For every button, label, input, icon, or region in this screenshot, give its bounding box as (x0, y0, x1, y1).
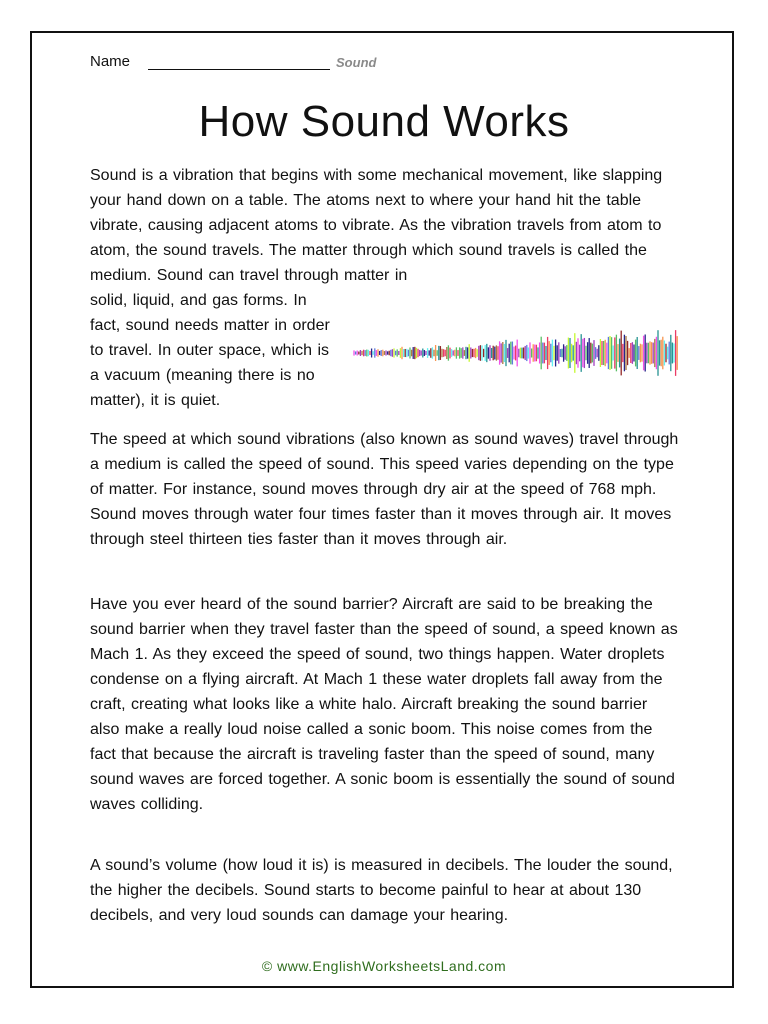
topic-label: Sound (336, 55, 377, 70)
footer-copyright: © www.EnglishWorksheetsLand.com (261, 958, 507, 974)
name-label: Name (90, 53, 131, 70)
paragraph-sound-barrier: Have you ever heard of the sound barrier? Aircraft are said to be breaking the sound barrier when they travel faster than the speed of sound, a speed known as Mach 1. As they exceed the speed of sound, two things happen. Water droplets condense on a flying aircraft. At Mach 1 these water droplets fall away from the craft, creating what looks like a white halo. Aircraft breaking the sound barrier also make a really loud noise called a sonic boom. This noise comes from the fact that because the aircraft is traveling faster than the speed of sound, many sound waves are forced together. A sonic boom is essentially the sound of sound waves colliding. (90, 596, 678, 813)
paragraph-intro-continued: solid, liquid, and gas forms. In fact, sound needs matter in order to travel. In outer space, which is a vacuum (meaning there is no matter), it is quiet. (90, 292, 330, 409)
paragraph-speed-of-sound: The speed at which sound vibrations (also known as sound waves) travel through a medium is called the speed of sound. This speed varies depending on the type of matter. For instance, sound moves through dry air at the speed of 768 mph. Sound moves through water four times faster than it moves through air. It moves through steel thirteen ties faster than it moves through air. (90, 431, 679, 548)
paragraph-decibels: A sound’s volume (how loud it is) is measured in decibels. The louder the sound, the higher the decibels. Sound starts to become painful to hear at about 130 decibels, and very loud sounds can damage your hearing. (90, 857, 673, 924)
name-input-line[interactable] (148, 51, 330, 70)
paragraph-intro: Sound is a vibration that begins with some mechanical movement, like slapping your hand down on a table. The atoms next to where your hand hit the table vibrate, causing adjacent atoms to vibrate. As the vibration travels from atom to atom, the sound travels. The matter through which sound travels is called the medium. Sound can travel through matter in (90, 167, 663, 284)
page-title: How Sound Works (198, 97, 570, 146)
name-row (90, 48, 376, 70)
sound-wave-illustration (352, 316, 680, 390)
